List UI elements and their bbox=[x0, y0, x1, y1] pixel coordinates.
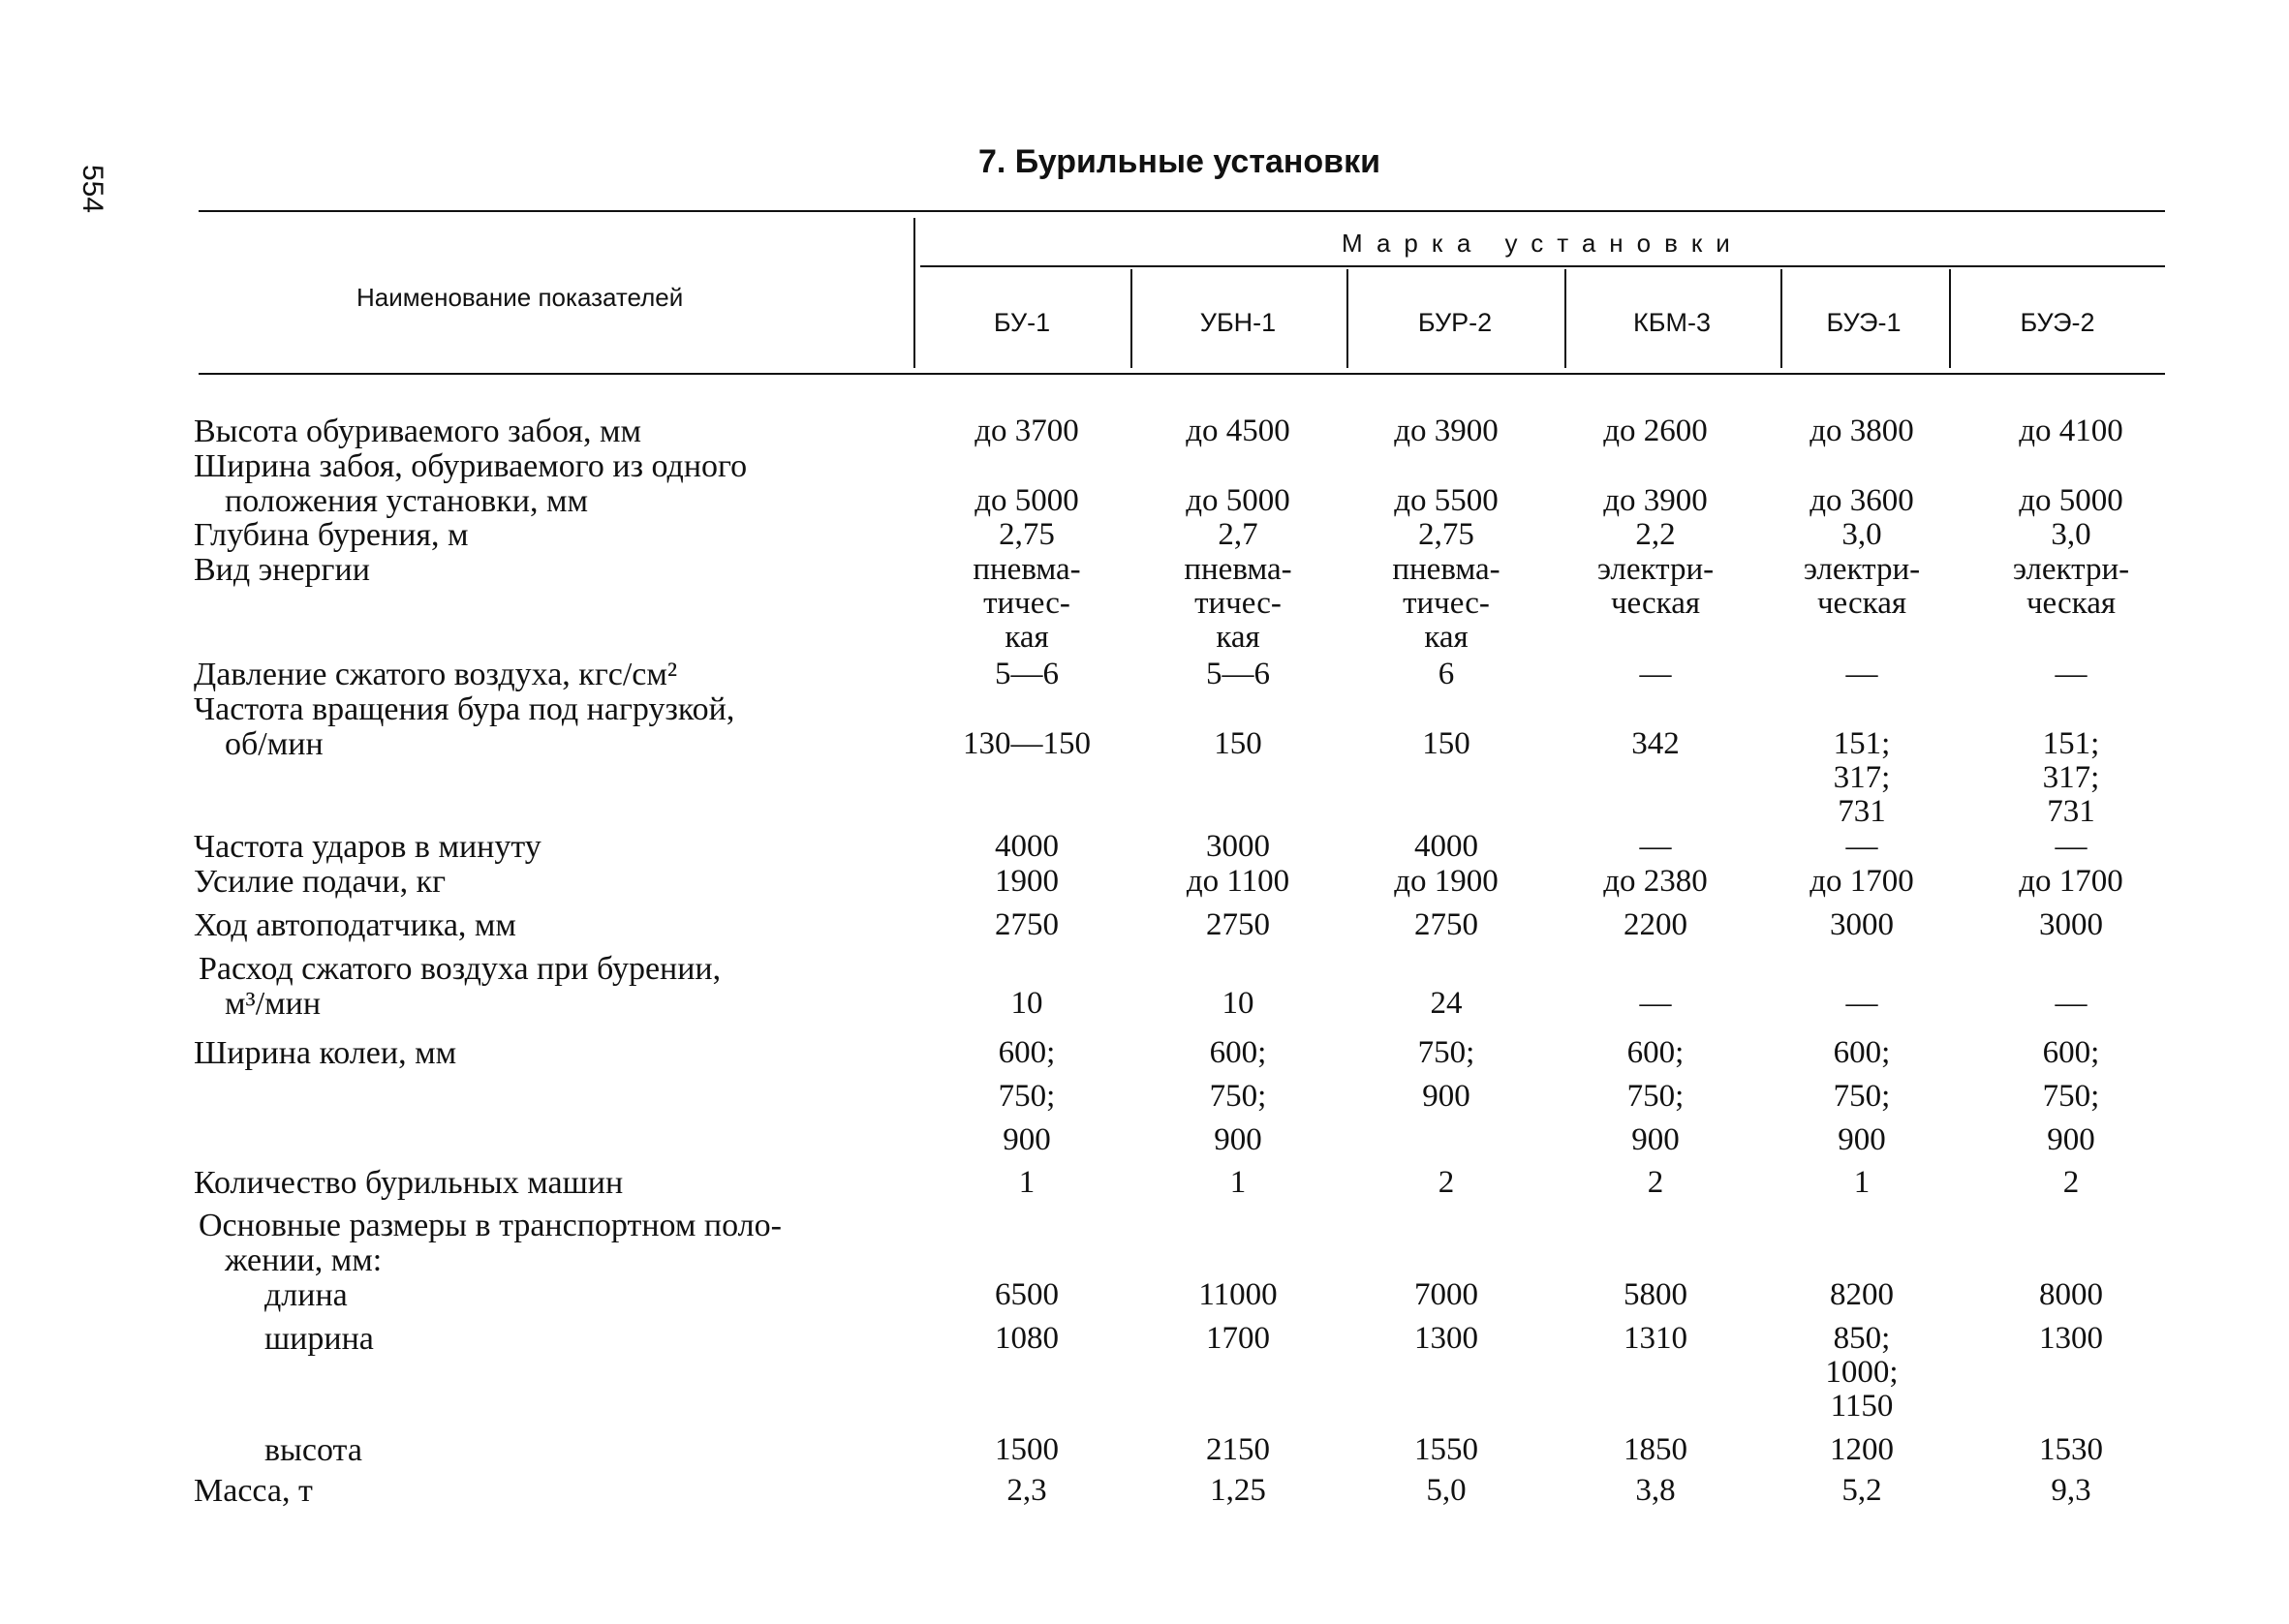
table-cell: пневма- bbox=[973, 552, 1081, 587]
table-cell: 600; bbox=[1833, 1035, 1891, 1070]
table-cell: — bbox=[2055, 986, 2088, 1021]
table-cell: 11000 bbox=[1198, 1277, 1278, 1312]
table-cell: 5—6 bbox=[995, 657, 1059, 691]
table-cell: 5,2 bbox=[1841, 1473, 1882, 1508]
table-cell: 900 bbox=[1838, 1122, 1886, 1157]
page-number: 554 bbox=[77, 165, 108, 214]
table-cell: кая bbox=[1005, 620, 1049, 655]
table-cell: 1500 bbox=[995, 1432, 1059, 1467]
table-cell: пневма- bbox=[1392, 552, 1500, 587]
table-cell: 151; bbox=[1833, 726, 1891, 761]
table-cell: до 1700 bbox=[2019, 864, 2123, 899]
row-label: жении, мм: bbox=[225, 1242, 383, 1278]
table-cell: — bbox=[1639, 986, 1672, 1021]
table-cell: — bbox=[2055, 657, 2088, 691]
table-cell: 2,75 bbox=[1418, 517, 1474, 552]
table-cell: до 4500 bbox=[1186, 414, 1290, 448]
model-header-bu1: БУ-1 bbox=[993, 308, 1051, 337]
table-cell: до 5000 bbox=[974, 483, 1079, 518]
table-cell: 1300 bbox=[2039, 1321, 2103, 1356]
table-cell: 1550 bbox=[1414, 1432, 1478, 1467]
table-cell: 5800 bbox=[1624, 1277, 1687, 1312]
table-cell: до 3900 bbox=[1394, 414, 1499, 448]
table-cell: 1700 bbox=[1206, 1321, 1270, 1356]
table-cell: 900 bbox=[1422, 1079, 1470, 1114]
table-cell: 7000 bbox=[1414, 1277, 1478, 1312]
row-label: положения установки, мм bbox=[225, 483, 588, 519]
table-cell: 2750 bbox=[1206, 907, 1270, 942]
table-cell: 1200 bbox=[1830, 1432, 1894, 1467]
row-label: Усилие подачи, кг bbox=[194, 864, 447, 900]
table-cell: — bbox=[1845, 657, 1878, 691]
table-cell: до 3900 bbox=[1603, 483, 1708, 518]
table-cell: 2,75 bbox=[999, 517, 1055, 552]
table-cell: до 5000 bbox=[1186, 483, 1290, 518]
table-cell: 731 bbox=[2047, 794, 2095, 829]
table-cell: — bbox=[1639, 829, 1672, 864]
name-column-header: Наименование показателей bbox=[356, 283, 684, 312]
table-cell: 5,0 bbox=[1426, 1473, 1467, 1508]
table-cell: 342 bbox=[1631, 726, 1680, 761]
table-cell: 2200 bbox=[1624, 907, 1687, 942]
row-label: Основные размеры в транспортном поло- bbox=[199, 1208, 782, 1243]
table-cell: 1530 bbox=[2039, 1432, 2103, 1467]
table-cell: 3000 bbox=[2039, 907, 2103, 942]
table-cell: ческая bbox=[2026, 586, 2117, 621]
table-cell: до 2380 bbox=[1603, 864, 1708, 899]
table-cell: 6500 bbox=[995, 1277, 1059, 1312]
table-cell: 8000 bbox=[2039, 1277, 2103, 1312]
table-cell: 10 bbox=[1222, 986, 1254, 1021]
table-cell: 1900 bbox=[995, 864, 1059, 899]
row-label: Масса, т bbox=[194, 1473, 313, 1509]
row-label: м³/мин bbox=[225, 986, 322, 1022]
table-cell: 1310 bbox=[1624, 1321, 1687, 1356]
brand-group-header: Марка установки bbox=[1342, 229, 1744, 258]
table-cell: 9,3 bbox=[2051, 1473, 2091, 1508]
model-header-bur2: БУР-2 bbox=[1417, 308, 1493, 337]
model-header-bue2: БУЭ-2 bbox=[2020, 308, 2095, 337]
header-divider bbox=[1130, 269, 1132, 368]
table-cell: 2150 bbox=[1206, 1432, 1270, 1467]
row-label: Ширина колеи, мм bbox=[194, 1035, 457, 1071]
table-cell: 750; bbox=[998, 1079, 1056, 1114]
table-cell: 2,2 bbox=[1635, 517, 1676, 552]
row-label: об/мин bbox=[225, 726, 324, 762]
row-label: Вид энергии bbox=[194, 552, 370, 588]
table-cell: 3,0 bbox=[2051, 517, 2091, 552]
header-divider bbox=[1346, 269, 1348, 368]
table-cell: 600; bbox=[1209, 1035, 1267, 1070]
table-cell: 317; bbox=[1833, 760, 1891, 795]
table-cell: 900 bbox=[1631, 1122, 1680, 1157]
table-cell: 1,25 bbox=[1210, 1473, 1266, 1508]
model-header-bue1: БУЭ-1 bbox=[1826, 308, 1902, 337]
table-cell: 1080 bbox=[995, 1321, 1059, 1356]
table-cell: до 3600 bbox=[1810, 483, 1914, 518]
table-cell: до 5500 bbox=[1394, 483, 1499, 518]
table-cell: 2 bbox=[1438, 1165, 1455, 1200]
row-label: Глубина бурения, м bbox=[194, 517, 469, 553]
table-cell: до 1100 bbox=[1186, 864, 1290, 899]
table-cell: до 5000 bbox=[2019, 483, 2123, 518]
table-cell: 2 bbox=[1647, 1165, 1664, 1200]
table-cell: 130—150 bbox=[963, 726, 1091, 761]
row-label: ширина bbox=[264, 1321, 374, 1357]
table-cell: тичес- bbox=[983, 586, 1070, 621]
table-top-rule bbox=[199, 210, 2165, 212]
table-cell: 750; bbox=[1833, 1079, 1891, 1114]
table-cell: 600; bbox=[2042, 1035, 2100, 1070]
table-cell: 3,0 bbox=[1841, 517, 1882, 552]
table-cell: 2,3 bbox=[1006, 1473, 1047, 1508]
row-label: Давление сжатого воздуха, кгс/см² bbox=[194, 657, 678, 692]
table-cell: электри- bbox=[1803, 552, 1921, 587]
table-cell: пневма- bbox=[1184, 552, 1292, 587]
model-header-kbm3: КБМ-3 bbox=[1633, 308, 1711, 337]
table-cell: до 4100 bbox=[2019, 414, 2123, 448]
row-label: Ход автоподатчика, мм bbox=[194, 907, 516, 943]
table-cell: 1 bbox=[1018, 1165, 1036, 1200]
table-cell: 1300 bbox=[1414, 1321, 1478, 1356]
table-cell: 1150 bbox=[1830, 1389, 1894, 1424]
table-cell: 24 bbox=[1430, 986, 1463, 1021]
table-cell: 2750 bbox=[1414, 907, 1478, 942]
table-cell: — bbox=[1639, 657, 1672, 691]
table-cell: 4000 bbox=[995, 829, 1059, 864]
table-cell: 900 bbox=[1003, 1122, 1051, 1157]
table-cell: 150 bbox=[1214, 726, 1262, 761]
row-label: Высота обуриваемого забоя, мм bbox=[194, 414, 641, 449]
row-label: Частота ударов в минуту bbox=[194, 829, 541, 865]
table-cell: 900 bbox=[1214, 1122, 1262, 1157]
table-cell: электри- bbox=[2012, 552, 2130, 587]
table-cell: 850; bbox=[1833, 1321, 1891, 1356]
table-cell: 750; bbox=[1626, 1079, 1685, 1114]
table-cell: до 2600 bbox=[1603, 414, 1708, 448]
row-label: Частота вращения бура под нагрузкой, bbox=[194, 691, 735, 727]
table-cell: 5—6 bbox=[1206, 657, 1270, 691]
table-cell: до 3700 bbox=[974, 414, 1079, 448]
table-cell: 4000 bbox=[1414, 829, 1478, 864]
table-cell: до 1900 bbox=[1394, 864, 1499, 899]
table-cell: 750; bbox=[1417, 1035, 1475, 1070]
row-label: высота bbox=[264, 1432, 362, 1468]
table-cell: 2 bbox=[2062, 1165, 2080, 1200]
row-label: Количество бурильных машин bbox=[194, 1165, 624, 1201]
table-cell: 1 bbox=[1853, 1165, 1871, 1200]
table-cell: 3000 bbox=[1206, 829, 1270, 864]
table-cell: 600; bbox=[1626, 1035, 1685, 1070]
table-cell: 750; bbox=[1209, 1079, 1267, 1114]
table-cell: кая bbox=[1424, 620, 1469, 655]
group-header-rule bbox=[920, 265, 2165, 267]
table-cell: 8200 bbox=[1830, 1277, 1894, 1312]
table-header-bottom-rule bbox=[199, 373, 2165, 375]
page-title: 7. Бурильные установки bbox=[978, 143, 1381, 180]
header-divider bbox=[1564, 269, 1566, 368]
header-divider bbox=[913, 218, 915, 368]
table-cell: до 1700 bbox=[1810, 864, 1914, 899]
table-cell: электри- bbox=[1596, 552, 1715, 587]
table-cell: 10 bbox=[1010, 986, 1043, 1021]
table-cell: 2,7 bbox=[1218, 517, 1258, 552]
table-cell: 1850 bbox=[1624, 1432, 1687, 1467]
table-cell: 900 bbox=[2047, 1122, 2095, 1157]
row-label: длина bbox=[264, 1277, 348, 1313]
table-cell: 600; bbox=[998, 1035, 1056, 1070]
table-cell: 6 bbox=[1438, 657, 1455, 691]
table-cell: ческая bbox=[1816, 586, 1907, 621]
table-cell: до 3800 bbox=[1810, 414, 1914, 448]
table-cell: 2750 bbox=[995, 907, 1059, 942]
table-cell: ческая bbox=[1610, 586, 1701, 621]
table-cell: тичес- bbox=[1194, 586, 1282, 621]
model-header-ubn1: УБН-1 bbox=[1199, 308, 1277, 337]
table-cell: тичес- bbox=[1403, 586, 1490, 621]
table-cell: 1000; bbox=[1825, 1355, 1899, 1390]
table-cell: 317; bbox=[2042, 760, 2100, 795]
table-cell: — bbox=[2055, 829, 2088, 864]
row-label: Ширина забоя, обуриваемого из одного bbox=[194, 448, 748, 484]
table-cell: 3,8 bbox=[1635, 1473, 1676, 1508]
table-cell: кая bbox=[1216, 620, 1260, 655]
table-cell: 151; bbox=[2042, 726, 2100, 761]
table-cell: 150 bbox=[1422, 726, 1470, 761]
table-cell: — bbox=[1845, 829, 1878, 864]
table-cell: 1 bbox=[1229, 1165, 1247, 1200]
row-label: Расход сжатого воздуха при бурении, bbox=[199, 951, 722, 987]
table-cell: 750; bbox=[2042, 1079, 2100, 1114]
table-cell: 3000 bbox=[1830, 907, 1894, 942]
table-cell: — bbox=[1845, 986, 1878, 1021]
table-cell: 731 bbox=[1838, 794, 1886, 829]
